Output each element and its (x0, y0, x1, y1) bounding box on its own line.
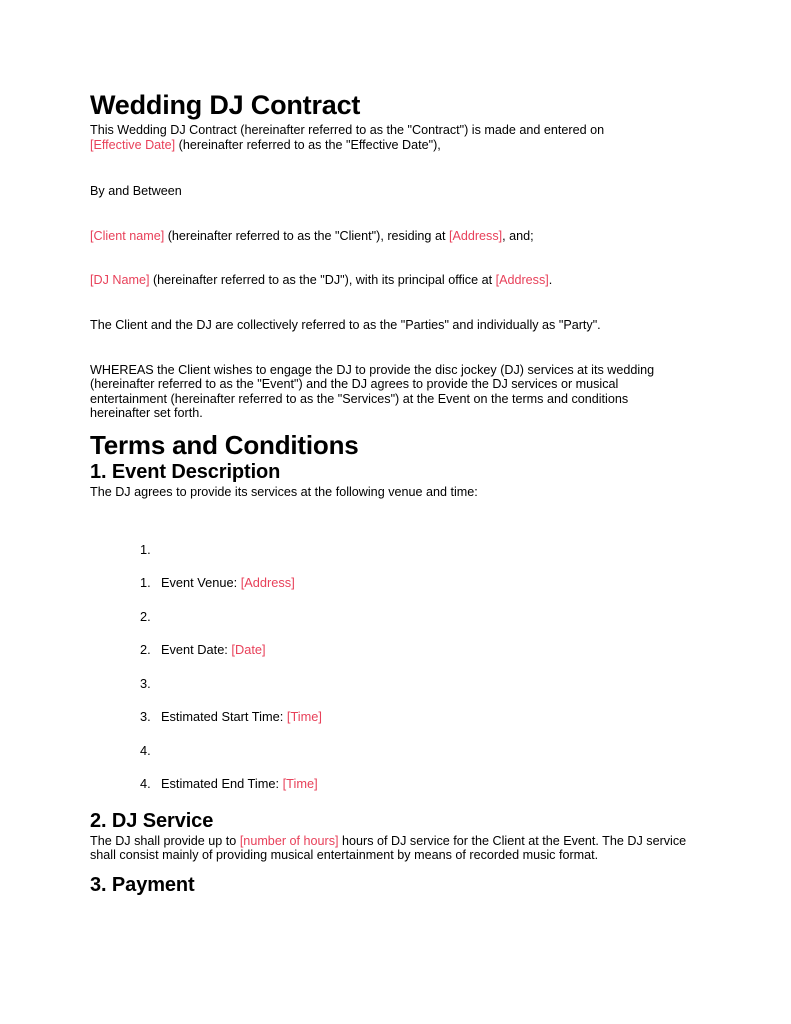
parties-definition-paragraph: The Client and the DJ are collectively referred to as the "Parties" and individually as "Party". (90, 317, 601, 332)
list-item-marker: 1. (140, 574, 151, 590)
list-item-marker: 2. (140, 608, 151, 624)
section-2-text-before: The DJ shall provide up to (90, 833, 240, 848)
intro-paragraph (90, 123, 652, 152)
list-item (90, 542, 694, 557)
section-1-heading: 1. Event Description (90, 460, 281, 483)
list-item-label: Estimated End Time: (161, 775, 283, 791)
list-item-marker: 3. (140, 708, 151, 724)
number-of-hours-placeholder: [number of hours] (239, 833, 339, 848)
list-item (90, 609, 694, 624)
page-title: Wedding DJ Contract (90, 90, 361, 120)
list-item-marker: 1. (140, 541, 151, 557)
section-3-heading: 3. Payment (90, 873, 195, 896)
client-address-placeholder: [Address] (448, 228, 503, 243)
section-2-heading: 2. DJ Service (90, 809, 214, 832)
client-line-middle: (hereinafter referred to as the "Client"), residing at (164, 228, 449, 243)
section-2-body (90, 834, 694, 863)
list-item (90, 642, 694, 657)
list-item (90, 709, 694, 724)
section-1-intro: The DJ agrees to provide its services at the following venue and time: (90, 484, 478, 499)
list-item (90, 743, 694, 758)
list-item-marker: 4. (140, 775, 151, 791)
list-item-marker: 3. (140, 675, 151, 691)
list-item-label: Event Date: (161, 641, 232, 657)
client-party-paragraph (90, 229, 694, 244)
client-name-placeholder: [Client name] (90, 228, 165, 243)
terms-and-conditions-heading: Terms and Conditions (90, 429, 359, 460)
section-2-text-after: hours of DJ service for the Client at the Event. The DJ service shall consist mainly of providing musical entertainment by means of recorded music format. (90, 833, 687, 863)
dj-line-end: . (548, 273, 553, 288)
list-item-marker: 4. (140, 742, 151, 758)
effective-date-placeholder: [Effective Date] (90, 137, 176, 152)
list-item-label: Event Venue: (161, 574, 241, 590)
list-item-placeholder: [Address] (240, 574, 295, 590)
list-item (90, 676, 694, 691)
client-line-end: , and; (502, 228, 534, 243)
dj-line-middle: (hereinafter referred to as the "DJ"), with its principal office at (149, 273, 496, 288)
list-item-placeholder: [Time] (282, 775, 318, 791)
list-item-marker: 2. (140, 641, 151, 657)
event-details-list (90, 542, 694, 791)
document-body (90, 90, 694, 898)
list-item (90, 575, 694, 590)
dj-address-placeholder: [Address] (495, 273, 549, 288)
intro-text-before: This Wedding DJ Contract (hereinafter referred to as the "Contract") is made and entered on (90, 123, 605, 137)
intro-text-after: (hereinafter referred to as the "Effective Date"), (175, 137, 441, 152)
list-item (90, 776, 694, 791)
dj-party-paragraph (90, 273, 694, 288)
dj-name-placeholder: [DJ Name] (90, 273, 150, 288)
whereas-paragraph: WHEREAS the Client wishes to engage the DJ to provide the disc jockey (DJ) services at its wedding (hereinafter referred to as the "Event") and the DJ agrees to provide the DJ services or musical entertainment (hereinafter referred to as the "Services") at the Event on the terms and conditions hereinafter set forth. (90, 362, 655, 421)
by-and-between-label: By and Between (90, 184, 182, 199)
list-item-placeholder: [Date] (231, 641, 266, 657)
list-item-label: Estimated Start Time: (161, 708, 287, 724)
list-item-placeholder: [Time] (286, 708, 322, 724)
